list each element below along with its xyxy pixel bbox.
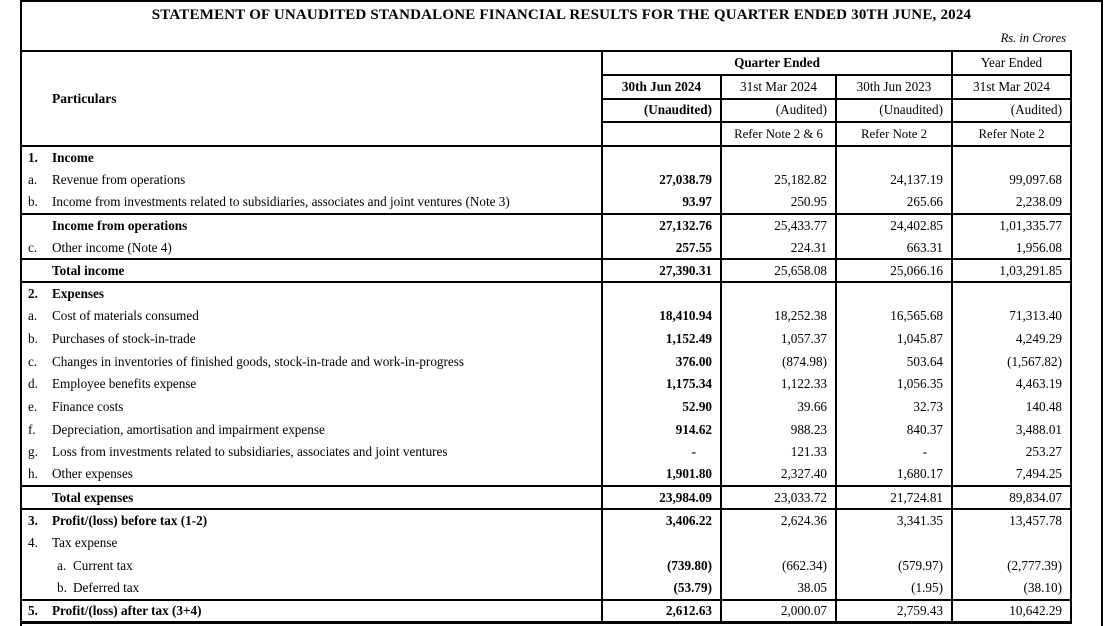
audit-status-q3: (Unaudited)	[836, 99, 952, 123]
particulars-header: Particulars	[21, 51, 602, 146]
value-cell-q3: 1,045.87	[836, 328, 952, 351]
value-cell-q1: 1,175.34	[602, 373, 721, 396]
particulars-cell	[21, 237, 602, 260]
value-cell-q3: 24,137.19	[836, 169, 952, 192]
row-label: Other income (Note 4)	[52, 239, 172, 255]
particulars-cell	[21, 600, 602, 623]
row-number: 1.	[28, 149, 38, 165]
row-label: Employee benefits expense	[52, 376, 197, 392]
table-row	[21, 418, 1071, 441]
row-number: f.	[28, 421, 36, 437]
column-date-year: 31st Mar 2024	[952, 75, 1071, 99]
table-row	[21, 169, 1071, 192]
value-cell-q1: 27,038.79	[602, 169, 721, 192]
table-row	[21, 191, 1071, 214]
value-cell-year: 71,313.40	[952, 305, 1071, 328]
particulars-cell	[21, 191, 602, 214]
value-cell-q1: (739.80)	[602, 554, 721, 577]
row-number: a.	[28, 172, 38, 188]
value-cell-year: 7,494.25	[952, 464, 1071, 487]
table-row	[21, 350, 1071, 373]
table-body	[21, 146, 1071, 622]
page-top-border	[20, 0, 1103, 2]
value-cell-q3: 16,565.68	[836, 305, 952, 328]
audit-status-q2: (Audited)	[721, 99, 836, 123]
value-cell-q1: 2,612.63	[602, 600, 721, 623]
row-label: Finance costs	[52, 398, 124, 414]
units-note: Rs. in Crores	[1000, 31, 1066, 45]
audit-status-q1: (Unaudited)	[602, 99, 721, 123]
table-row	[21, 305, 1071, 328]
row-label: Income from investments related to subsidiaries, associates and joint ventures (Note 3)	[52, 194, 510, 210]
row-label: Other expenses	[52, 466, 133, 482]
value-cell-q1: 257.55	[602, 237, 721, 260]
value-cell-q2	[721, 532, 836, 555]
value-cell-q2: 2,624.36	[721, 509, 836, 532]
row-number: c.	[28, 239, 38, 255]
page-right-border	[1101, 0, 1103, 626]
page-title: STATEMENT OF UNAUDITED STANDALONE FINANCIAL RESULTS FOR THE QUARTER ENDED 30TH JUNE, 2024	[151, 7, 972, 23]
table-row	[21, 214, 1071, 237]
row-label: Profit/(loss) before tax (1-2)	[52, 512, 208, 528]
quarter-ended-header: Quarter Ended	[602, 51, 952, 75]
value-cell-q2: 2,000.07	[721, 600, 836, 623]
particulars-cell	[21, 532, 602, 555]
value-cell-q1: 376.00	[602, 350, 721, 373]
value-cell-q2: 988.23	[721, 418, 836, 441]
particulars-cell	[21, 509, 602, 532]
table-row	[21, 328, 1071, 351]
row-number: 3.	[28, 512, 38, 528]
table-row	[21, 259, 1071, 282]
value-cell-q3: 25,066.16	[836, 259, 952, 282]
value-cell-year: 10,642.29	[952, 600, 1071, 623]
value-cell-year	[952, 282, 1071, 305]
value-cell-q3	[836, 282, 952, 305]
value-cell-q2: 25,433.77	[721, 214, 836, 237]
value-cell-q1: 23,984.09	[602, 486, 721, 509]
value-cell-q3: 503.64	[836, 350, 952, 373]
table-row	[21, 396, 1071, 419]
row-label: Profit/(loss) after tax (3+4)	[52, 602, 202, 618]
value-cell-q3: 663.31	[836, 237, 952, 260]
refer-note-q2: Refer Note 2 & 6	[721, 122, 836, 146]
value-cell-q3	[836, 146, 952, 169]
value-cell-q1: 18,410.94	[602, 305, 721, 328]
value-cell-q1: 27,132.76	[602, 214, 721, 237]
table-row	[21, 509, 1071, 532]
table-row	[21, 146, 1071, 169]
value-cell-q1: 1,901.80	[602, 464, 721, 487]
header-row-period-group	[21, 51, 1071, 75]
row-label: Depreciation, amortisation and impairment expense	[52, 421, 325, 437]
particulars-cell	[21, 577, 602, 600]
value-cell-q3: 1,680.17	[836, 464, 952, 487]
particulars-cell	[21, 169, 602, 192]
value-cell-q1: 27,390.31	[602, 259, 721, 282]
value-cell-year: 2,238.09	[952, 191, 1071, 214]
row-label: Deferred tax	[73, 579, 140, 595]
refer-note-year: Refer Note 2	[952, 122, 1071, 146]
row-number: 2.	[28, 285, 38, 301]
table-row	[21, 441, 1071, 464]
value-cell-year: (2,777.39)	[952, 554, 1071, 577]
value-cell-q1: -	[602, 441, 721, 464]
value-cell-q3: (1.95)	[836, 577, 952, 600]
value-cell-q2: 121.33	[721, 441, 836, 464]
value-cell-q2: (662.34)	[721, 554, 836, 577]
particulars-cell	[21, 396, 602, 419]
value-cell-year: (1,567.82)	[952, 350, 1071, 373]
value-cell-q3: 1,056.35	[836, 373, 952, 396]
row-label: Loss from investments related to subsidiaries, associates and joint ventures	[52, 444, 448, 460]
table-row	[21, 486, 1071, 509]
row-number: h.	[28, 466, 38, 482]
row-number: a.	[28, 308, 38, 324]
row-label: Expenses	[52, 285, 105, 301]
financial-results-table	[20, 50, 1072, 624]
particulars-cell	[21, 373, 602, 396]
row-label: Current tax	[73, 557, 133, 573]
value-cell-q3: 3,341.35	[836, 509, 952, 532]
value-cell-q2: 1,057.37	[721, 328, 836, 351]
value-cell-q3: 265.66	[836, 191, 952, 214]
value-cell-year: 1,03,291.85	[952, 259, 1071, 282]
particulars-cell	[21, 146, 602, 169]
table-header	[21, 51, 1071, 146]
value-cell-q2	[721, 146, 836, 169]
row-label: Revenue from operations	[52, 172, 186, 188]
row-number: a.	[57, 557, 67, 573]
value-cell-year: 1,956.08	[952, 237, 1071, 260]
row-number: b.	[57, 579, 67, 595]
table-row	[21, 554, 1071, 577]
table-row	[21, 464, 1071, 487]
table-row	[21, 237, 1071, 260]
table-row	[21, 282, 1071, 305]
value-cell-year	[952, 532, 1071, 555]
particulars-cell	[21, 259, 602, 282]
value-cell-q1	[602, 532, 721, 555]
particulars-cell	[21, 486, 602, 509]
row-number: d.	[28, 376, 38, 392]
particulars-cell	[21, 464, 602, 487]
value-cell-q3: 21,724.81	[836, 486, 952, 509]
table-row	[21, 600, 1071, 623]
value-cell-q2: 25,182.82	[721, 169, 836, 192]
value-cell-q3: (579.97)	[836, 554, 952, 577]
row-label: Total income	[52, 262, 125, 278]
table-row	[21, 532, 1071, 555]
particulars-cell	[21, 554, 602, 577]
row-label: Income from operations	[52, 217, 188, 233]
value-cell-year: 13,457.78	[952, 509, 1071, 532]
value-cell-q3: 2,759.43	[836, 600, 952, 623]
value-cell-year	[952, 146, 1071, 169]
audit-status-year: (Audited)	[952, 99, 1071, 123]
value-cell-q2: 38.05	[721, 577, 836, 600]
column-date-q2: 31st Mar 2024	[721, 75, 836, 99]
value-cell-q2: 39.66	[721, 396, 836, 419]
particulars-cell	[21, 282, 602, 305]
particulars-cell	[21, 441, 602, 464]
value-cell-q2: 1,122.33	[721, 373, 836, 396]
row-number: c.	[28, 353, 38, 369]
row-number: b.	[28, 330, 38, 346]
value-cell-year: 3,488.01	[952, 418, 1071, 441]
value-cell-q3: 24,402.85	[836, 214, 952, 237]
value-cell-q2: 23,033.72	[721, 486, 836, 509]
table-row	[21, 577, 1071, 600]
value-cell-q3: 840.37	[836, 418, 952, 441]
value-cell-year: 99,097.68	[952, 169, 1071, 192]
value-cell-year: 4,463.19	[952, 373, 1071, 396]
particulars-cell	[21, 305, 602, 328]
value-cell-year: 1,01,335.77	[952, 214, 1071, 237]
value-cell-q2: 224.31	[721, 237, 836, 260]
value-cell-q2: 250.95	[721, 191, 836, 214]
value-cell-q2	[721, 282, 836, 305]
value-cell-q1: 1,152.49	[602, 328, 721, 351]
row-label: Purchases of stock-in-trade	[52, 330, 196, 346]
refer-note-q3: Refer Note 2	[836, 122, 952, 146]
value-cell-q3: -	[836, 441, 952, 464]
particulars-cell	[21, 214, 602, 237]
row-number: b.	[28, 194, 38, 210]
value-cell-q1: 914.62	[602, 418, 721, 441]
value-cell-q2: (874.98)	[721, 350, 836, 373]
refer-note-q1	[602, 122, 721, 146]
row-label: Cost of materials consumed	[52, 308, 199, 324]
row-number: g.	[28, 444, 38, 460]
value-cell-q1: (53.79)	[602, 577, 721, 600]
value-cell-q1	[602, 282, 721, 305]
particulars-cell	[21, 328, 602, 351]
value-cell-q1: 3,406.22	[602, 509, 721, 532]
value-cell-q1: 52.90	[602, 396, 721, 419]
value-cell-q2: 18,252.38	[721, 305, 836, 328]
year-ended-header: Year Ended	[952, 51, 1071, 75]
value-cell-q3: 32.73	[836, 396, 952, 419]
value-cell-year: (38.10)	[952, 577, 1071, 600]
value-cell-year: 253.27	[952, 441, 1071, 464]
value-cell-q2: 25,658.08	[721, 259, 836, 282]
value-cell-q1	[602, 146, 721, 169]
particulars-cell	[21, 418, 602, 441]
value-cell-q3	[836, 532, 952, 555]
row-number: 4.	[28, 535, 38, 551]
row-label: Income	[52, 149, 94, 165]
value-cell-q1: 93.97	[602, 191, 721, 214]
row-label: Tax expense	[52, 535, 118, 551]
value-cell-year: 89,834.07	[952, 486, 1071, 509]
particulars-cell	[21, 350, 602, 373]
row-label: Total expenses	[52, 489, 134, 505]
row-number: 5.	[28, 602, 38, 618]
value-cell-year: 140.48	[952, 396, 1071, 419]
value-cell-q2: 2,327.40	[721, 464, 836, 487]
column-date-q1: 30th Jun 2024	[602, 75, 721, 99]
table-row	[21, 373, 1071, 396]
column-date-q3: 30th Jun 2023	[836, 75, 952, 99]
row-label: Changes in inventories of finished goods, stock-in-trade and work-in-progress	[52, 353, 465, 369]
row-number: e.	[28, 398, 38, 414]
value-cell-year: 4,249.29	[952, 328, 1071, 351]
